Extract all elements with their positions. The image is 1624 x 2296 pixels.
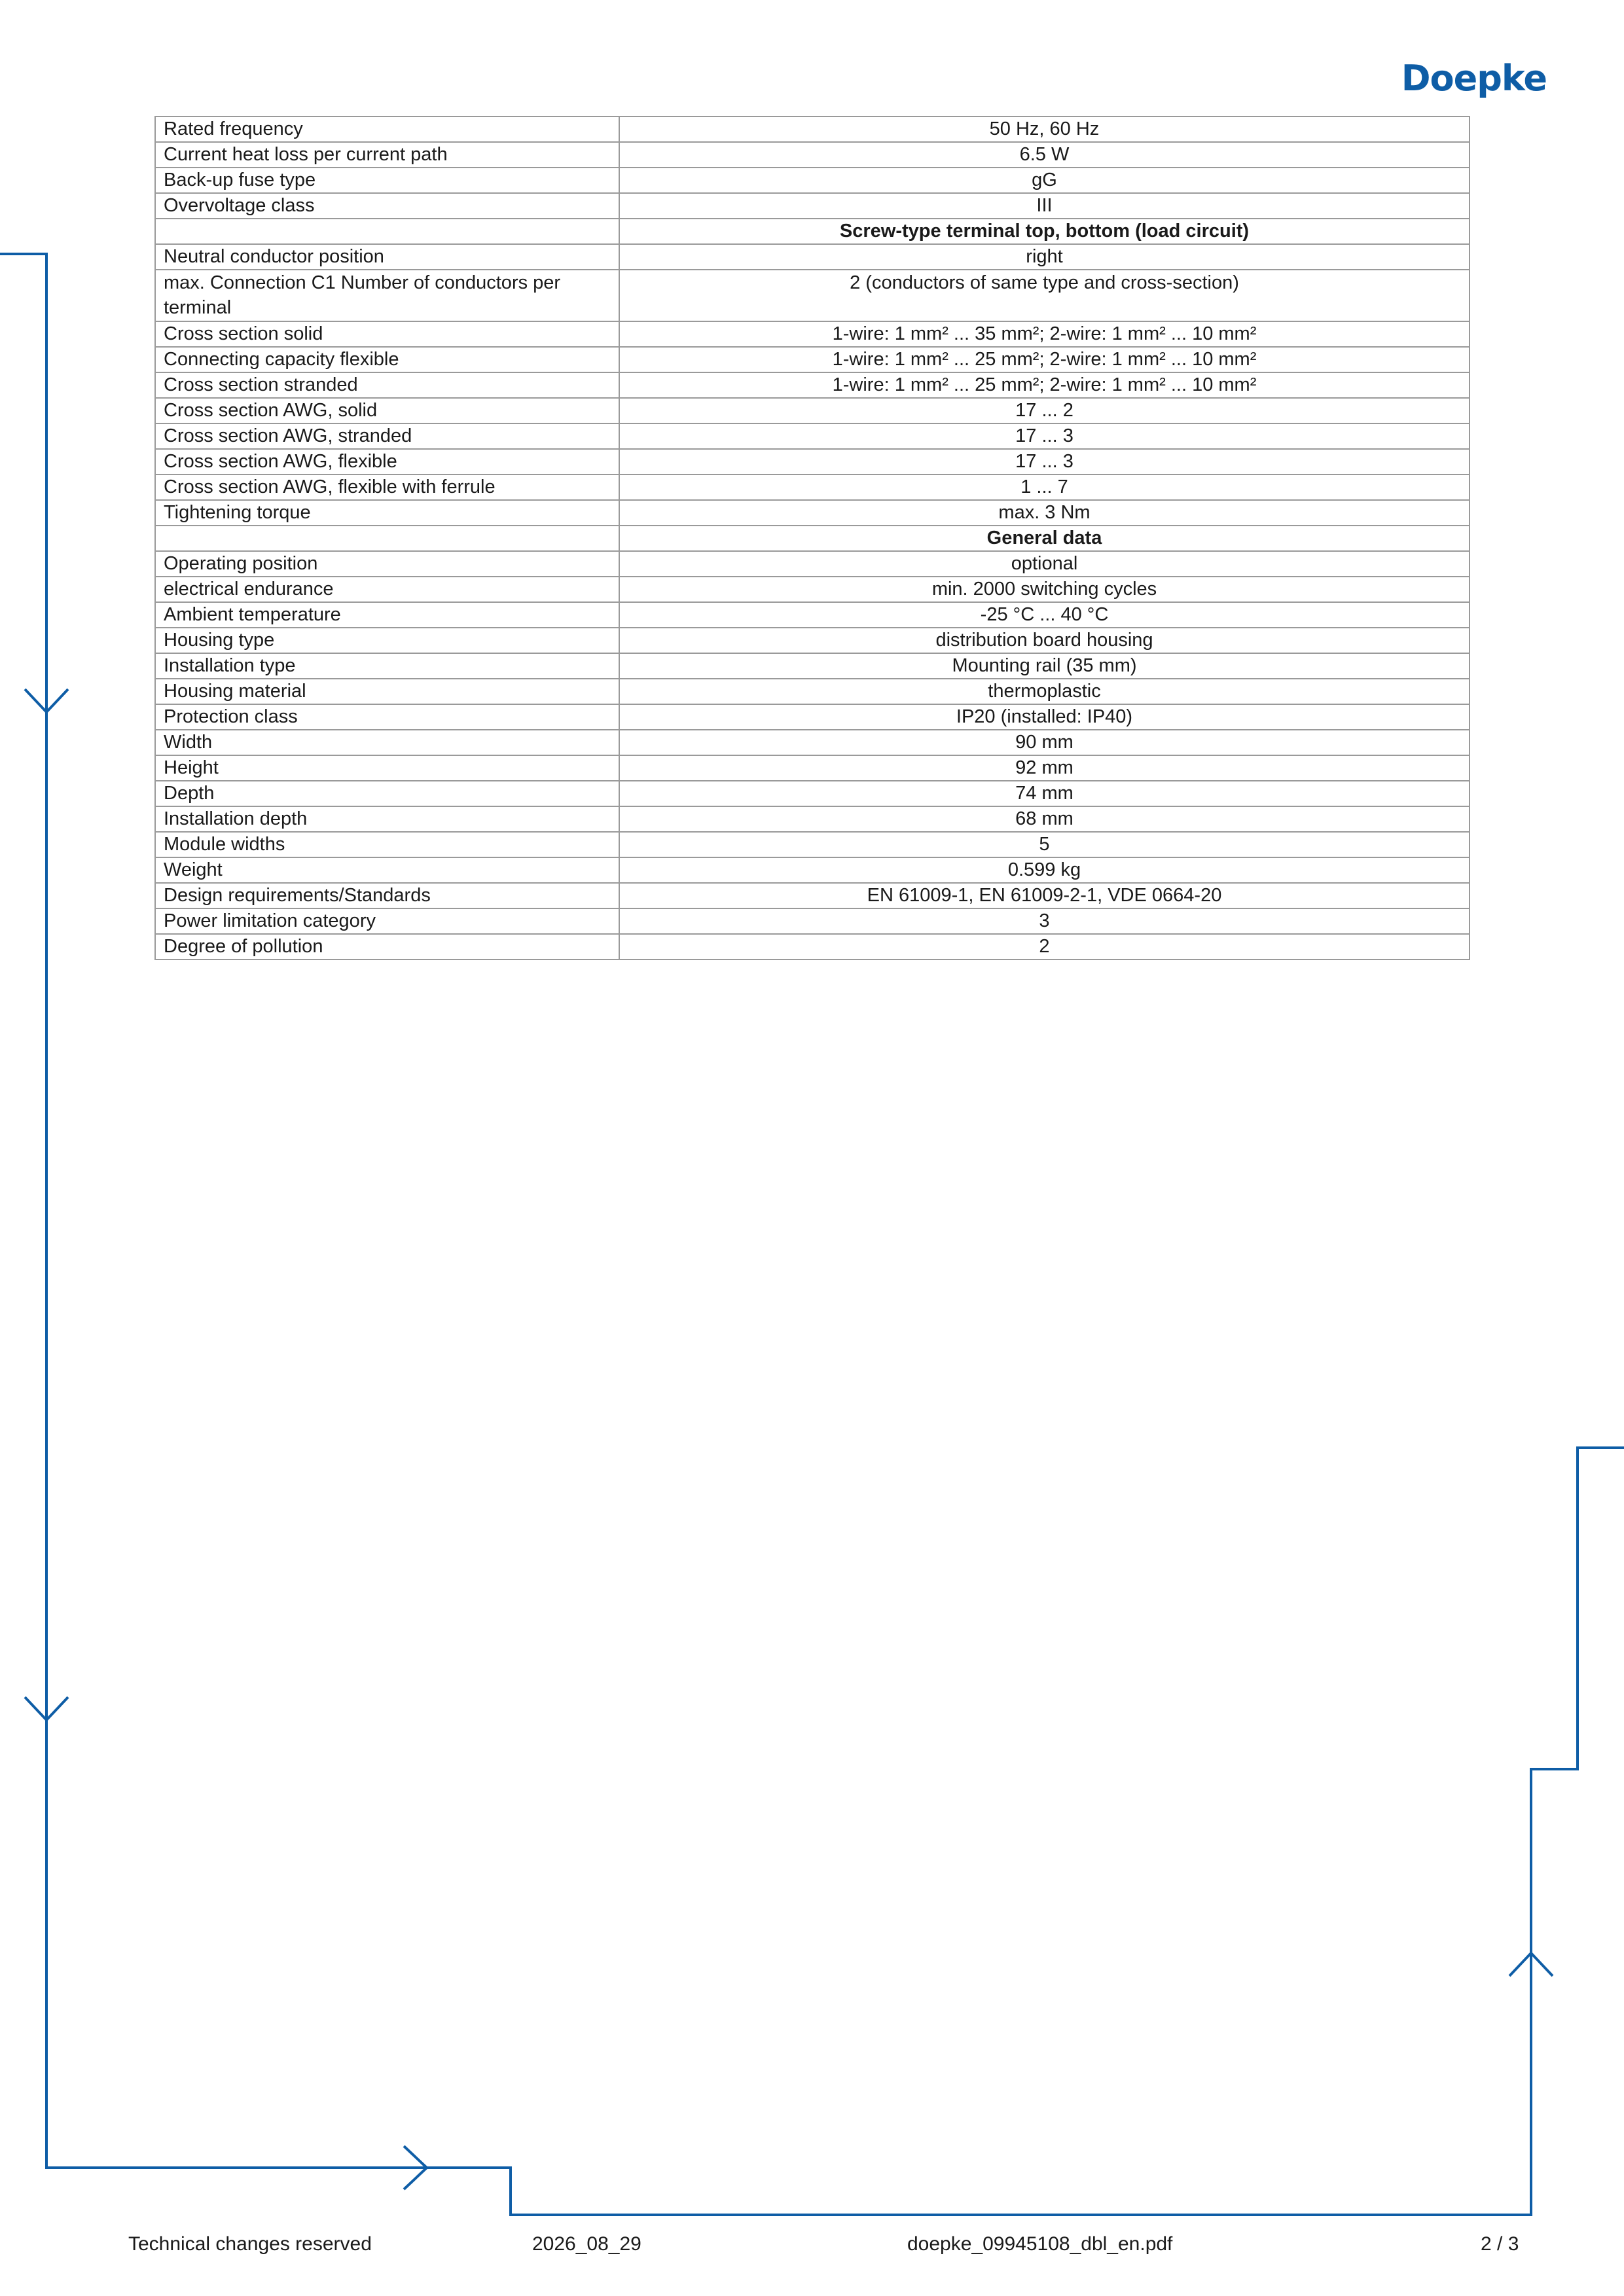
section-header-row [155, 526, 1470, 551]
spec-label: Ambient temperature [155, 602, 619, 628]
table-row [155, 781, 1470, 806]
table-row [155, 372, 1470, 398]
table-row [155, 908, 1470, 934]
spec-label: Operating position [155, 551, 619, 577]
spec-label: Weight [155, 857, 619, 883]
spec-label [155, 219, 619, 244]
table-row [155, 832, 1470, 857]
spec-value: optional [619, 551, 1470, 577]
spec-label: max. Connection C1 Number of conductors per terminal [155, 270, 619, 321]
spec-label: electrical endurance [155, 577, 619, 602]
table-row [155, 423, 1470, 449]
table-row [155, 679, 1470, 704]
table-row [155, 704, 1470, 730]
table-row [155, 806, 1470, 832]
spec-label: Rated frequency [155, 117, 619, 142]
specification-table [154, 116, 1470, 960]
footer-filename: doepke_09945108_dbl_en.pdf [907, 2233, 1173, 2255]
spec-value: III [619, 193, 1470, 219]
spec-value: 92 mm [619, 755, 1470, 781]
spec-value: min. 2000 switching cycles [619, 577, 1470, 602]
table-row [155, 142, 1470, 168]
spec-value: 0.599 kg [619, 857, 1470, 883]
spec-label: Cross section AWG, flexible with ferrule [155, 475, 619, 500]
spec-value: 90 mm [619, 730, 1470, 755]
spec-value: 2 [619, 934, 1470, 960]
spec-value: distribution board housing [619, 628, 1470, 653]
spec-value: 1-wire: 1 mm² ... 35 mm²; 2-wire: 1 mm² ... 10 mm² [619, 321, 1470, 347]
spec-value: thermoplastic [619, 679, 1470, 704]
spec-label: Height [155, 755, 619, 781]
spec-label: Cross section AWG, solid [155, 398, 619, 423]
spec-label: Module widths [155, 832, 619, 857]
spec-label: Cross section AWG, stranded [155, 423, 619, 449]
spec-value: gG [619, 168, 1470, 193]
spec-value: 74 mm [619, 781, 1470, 806]
table-row [155, 168, 1470, 193]
table-row [155, 730, 1470, 755]
table-row [155, 244, 1470, 270]
table-row [155, 398, 1470, 423]
table-row [155, 500, 1470, 526]
spec-label: Design requirements/Standards [155, 883, 619, 908]
spec-value: Mounting rail (35 mm) [619, 653, 1470, 679]
spec-value: 50 Hz, 60 Hz [619, 117, 1470, 142]
doepke-logo: Doepke [1401, 58, 1547, 99]
table-row [155, 193, 1470, 219]
table-row [155, 934, 1470, 960]
spec-value: 17 ... 3 [619, 449, 1470, 475]
spec-label: Connecting capacity flexible [155, 347, 619, 372]
spec-value: 68 mm [619, 806, 1470, 832]
spec-value: right [619, 244, 1470, 270]
spec-label: Cross section solid [155, 321, 619, 347]
table-row [155, 755, 1470, 781]
table-row [155, 117, 1470, 142]
table-row [155, 883, 1470, 908]
spec-label: Width [155, 730, 619, 755]
table-row [155, 551, 1470, 577]
footer-page-number: 2 / 3 [1481, 2233, 1519, 2255]
spec-value: 6.5 W [619, 142, 1470, 168]
table-row [155, 449, 1470, 475]
spec-label [155, 526, 619, 551]
spec-label: Neutral conductor position [155, 244, 619, 270]
spec-label: Overvoltage class [155, 193, 619, 219]
table-row [155, 628, 1470, 653]
table-row [155, 270, 1470, 321]
section-title: General data [619, 526, 1470, 551]
spec-value: 2 (conductors of same type and cross-section) [619, 270, 1470, 321]
spec-label: Cross section stranded [155, 372, 619, 398]
spec-value: 1-wire: 1 mm² ... 25 mm²; 2-wire: 1 mm² ... 10 mm² [619, 372, 1470, 398]
spec-label: Depth [155, 781, 619, 806]
spec-value: -25 °C ... 40 °C [619, 602, 1470, 628]
section-title: Screw-type terminal top, bottom (load circuit) [619, 219, 1470, 244]
table-row [155, 857, 1470, 883]
spec-label: Tightening torque [155, 500, 619, 526]
spec-value: EN 61009-1, EN 61009-2-1, VDE 0664-20 [619, 883, 1470, 908]
spec-label: Degree of pollution [155, 934, 619, 960]
spec-label: Protection class [155, 704, 619, 730]
table-row [155, 653, 1470, 679]
spec-label: Current heat loss per current path [155, 142, 619, 168]
table-row [155, 475, 1470, 500]
table-row [155, 347, 1470, 372]
spec-label: Installation type [155, 653, 619, 679]
table-row [155, 321, 1470, 347]
table-row [155, 577, 1470, 602]
spec-label: Power limitation category [155, 908, 619, 934]
spec-label: Installation depth [155, 806, 619, 832]
spec-value: 17 ... 2 [619, 398, 1470, 423]
spec-value: 1-wire: 1 mm² ... 25 mm²; 2-wire: 1 mm² ... 10 mm² [619, 347, 1470, 372]
table-row [155, 602, 1470, 628]
spec-label: Housing type [155, 628, 619, 653]
spec-value: 3 [619, 908, 1470, 934]
spec-value: IP20 (installed: IP40) [619, 704, 1470, 730]
footer-notice: Technical changes reserved [128, 2233, 372, 2255]
spec-value: 17 ... 3 [619, 423, 1470, 449]
spec-label: Cross section AWG, flexible [155, 449, 619, 475]
spec-label: Back-up fuse type [155, 168, 619, 193]
spec-value: 5 [619, 832, 1470, 857]
spec-label: Housing material [155, 679, 619, 704]
section-header-row [155, 219, 1470, 244]
spec-value: 1 ... 7 [619, 475, 1470, 500]
spec-value: max. 3 Nm [619, 500, 1470, 526]
footer-date: 2026_08_29 [532, 2233, 641, 2255]
